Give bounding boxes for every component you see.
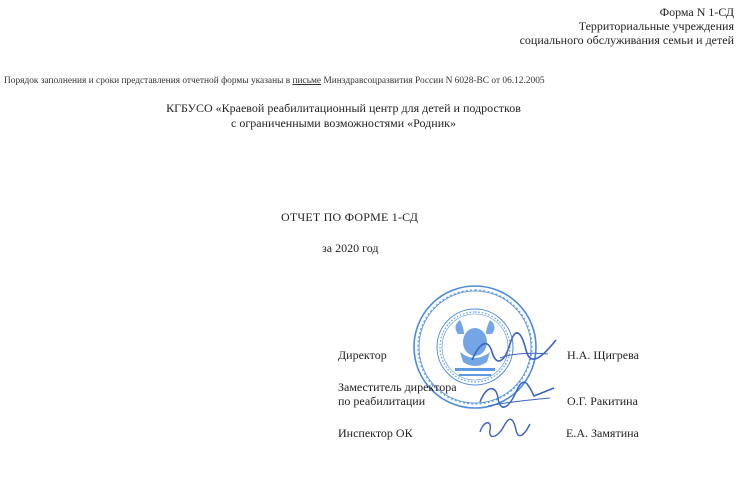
signature-role-inspector: Инспектор ОК xyxy=(338,426,413,440)
instructions-line xyxy=(4,75,545,87)
instructions-text-before: Порядок заполнения и сроки представления отчетной формы указаны в xyxy=(4,76,291,86)
signature-name-inspector: Е.А. Замятина xyxy=(566,426,639,440)
report-period: за 2020 год xyxy=(322,241,379,255)
signature-role-deputy-line-1: Заместитель директора xyxy=(338,380,457,394)
header-line-2: социального обслуживания семьи и детей xyxy=(519,33,734,47)
organization-line-1: КГБУСО «Краевой реабилитационный центр для детей и подростков xyxy=(166,101,521,115)
form-header xyxy=(520,5,734,47)
form-label: Форма N 1-СД xyxy=(659,5,734,19)
organization-name xyxy=(0,101,687,131)
deputy-director-signature-icon xyxy=(478,380,558,414)
signature-name-deputy: О.Г. Ракитина xyxy=(567,394,638,408)
signature-name-director: Н.А. Щигрева xyxy=(567,348,639,362)
header-line-1: Территориальные учреждения xyxy=(578,19,734,33)
signature-role-director: Директор xyxy=(338,348,387,362)
signature-role-deputy-line-2: по реабилитации xyxy=(338,394,426,408)
instructions-link[interactable]: письме xyxy=(292,76,322,86)
report-title: ОТЧЕТ ПО ФОРМЕ 1-СД xyxy=(281,210,419,224)
inspector-signature-icon xyxy=(476,414,532,442)
instructions-text-after: Минздравсоцразвития России N 6028-ВС от 06.12.2005 xyxy=(323,76,545,86)
director-signature-icon xyxy=(470,330,560,370)
organization-line-2: с ограниченными возможностями «Родник» xyxy=(231,116,456,130)
